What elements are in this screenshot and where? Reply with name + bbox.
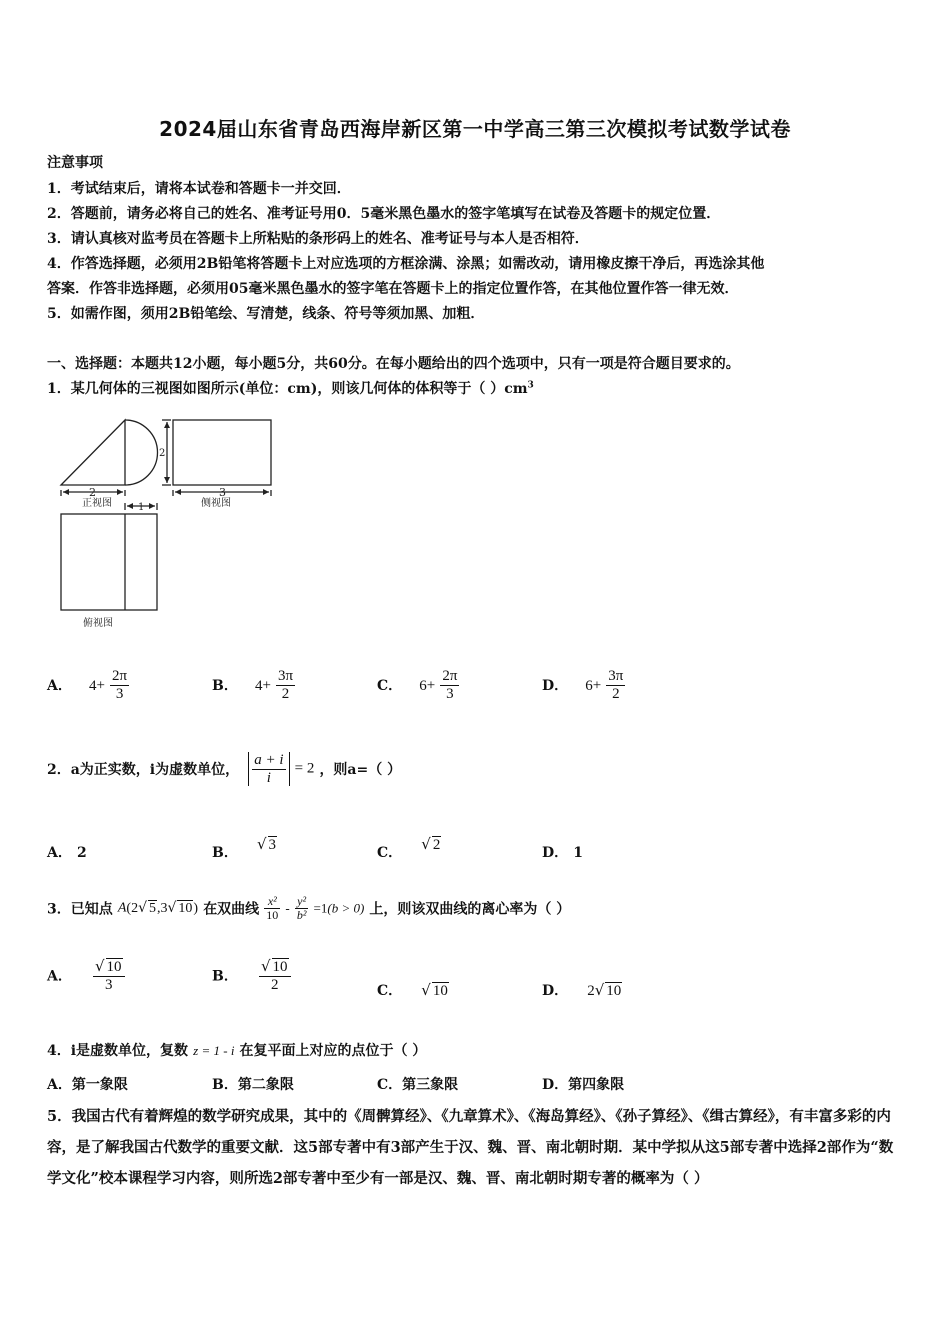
front-view-semicircle <box>125 420 158 485</box>
notice-item: 4．作答选择题，必须用2B铅笔将答题卡上对应选项的方框涂满、涂黑；如需改动，请用橡皮擦干净后，再选涂其他 <box>47 256 765 272</box>
q1-option-d[interactable]: D． 6+ $\frac{3\pi}{2}$ <box>542 668 624 702</box>
notice-item: 3．请认真核对监考员在答题卡上所粘贴的条形码上的姓名、准考证号与本人是否相符． <box>47 231 589 247</box>
q3-option-a[interactable]: A． $\frac{√ 10}{3}$ <box>47 958 125 993</box>
side-view-rect <box>173 420 271 485</box>
q2-option-c[interactable]: C． √ 2 <box>377 835 441 861</box>
dim-label-height: 2 <box>159 448 166 459</box>
question-4-stem: 4．i是虚数单位，复数 z = 1 - i 在复平面上对应的点位于（ ） <box>47 1043 427 1059</box>
q4-option-a[interactable]: A．第一象限 <box>47 1077 128 1093</box>
front-view-triangle <box>61 420 125 485</box>
top-view-rect <box>61 514 157 610</box>
q3-option-c[interactable]: C． √ 10 <box>377 981 448 999</box>
q1-option-c[interactable]: C． 6+ $\frac{2\pi}{3}$ <box>377 668 458 702</box>
q3-option-b[interactable]: B． $\frac{√ 10}{2}$ <box>212 958 291 993</box>
dim-label-front: 2 <box>89 486 96 499</box>
q4-option-b[interactable]: B．第二象限 <box>212 1077 294 1093</box>
q3-option-d[interactable]: D． 2√ 10 <box>542 981 622 999</box>
question-3-stem: 3．已知点 A(2√ 5,3√ 10) 在双曲线 $\frac{\text{x²}}{10}$ - $\frac{\text{y²}}{\text{b²}}$ =1(b > 0) 上，则该双曲线的离心率为（ ） <box>47 894 571 923</box>
notice-heading: 注意事项 <box>47 155 103 171</box>
dim-label-side: 3 <box>219 486 226 499</box>
q1-option-a[interactable]: A． 4+ $\frac{2\pi}{3}$ <box>47 668 128 702</box>
page-title: 2024届山东省青岛西海岸新区第一中学高三第三次模拟考试数学试卷 <box>159 117 791 141</box>
q1-option-b[interactable]: B． 4+ $\frac{3\pi}{2}$ <box>212 668 294 702</box>
q4-option-d[interactable]: D．第四象限 <box>542 1077 625 1093</box>
side-view-label: 侧视图 <box>201 498 231 509</box>
notice-item: 答案．作答非选择题，必须用05毫米黑色墨水的签字笔在答题卡上的指定位置作答，在其他位置作答一律无效． <box>47 281 739 297</box>
question-1-stem: 1．某几何体的三视图如图所示(单位：cm)，则该几何体的体积等于（ ）$cm^3$ <box>47 380 534 397</box>
section-heading: 一、选择题：本题共12小题，每小题5分，共60分。在每小题给出的四个选项中，只有一项是符合题目要求的。 <box>47 356 740 372</box>
question-5-stem: 5．我国古代有着辉煌的数学研究成果，其中的《周髀算经》、《九章算术》、《海岛算经》、《孙子算经》、《缉古算经》，有丰富多彩的内容，是了解我国古代数学的重要文献．这5部专著中有3部产生于汉、魏、晋、南北朝时期．某中学拟从这5部专著中选择2部作为“数学文化”校本课程学习内容，则所选2部专著中至少有一部是汉、魏、晋、南北朝时期专著的概率为（ ） <box>47 1108 894 1187</box>
q2-option-b[interactable]: B． √ 3 <box>212 835 276 861</box>
notice-item: 1．考试结束后，请将本试卷和答题卡一并交回． <box>47 181 351 197</box>
question-2-stem: 2．a为正实数，i为虚数单位， $\frac{a + i}{i}$ = 2 ，则a=（ ） <box>47 752 402 786</box>
top-view-label: 俯视图 <box>83 618 113 629</box>
notice-item: 2．答题前，请务必将自己的姓名、准考证号用0．5毫米黑色墨水的签字笔填写在试卷及答题卡的规定位置． <box>47 206 721 222</box>
q2-option-a[interactable]: A． 2 <box>47 845 87 861</box>
q2-option-d[interactable]: D． 1 <box>542 845 583 861</box>
front-view-label: 正视图 <box>82 498 112 509</box>
q4-option-c[interactable]: C．第三象限 <box>377 1077 459 1093</box>
three-view-figure <box>55 410 285 640</box>
dim-label-top: 1 <box>138 502 145 513</box>
notice-item: 5．如需作图，须用2B铅笔绘、写清楚，线条、符号等须加黑、加粗． <box>47 306 485 322</box>
